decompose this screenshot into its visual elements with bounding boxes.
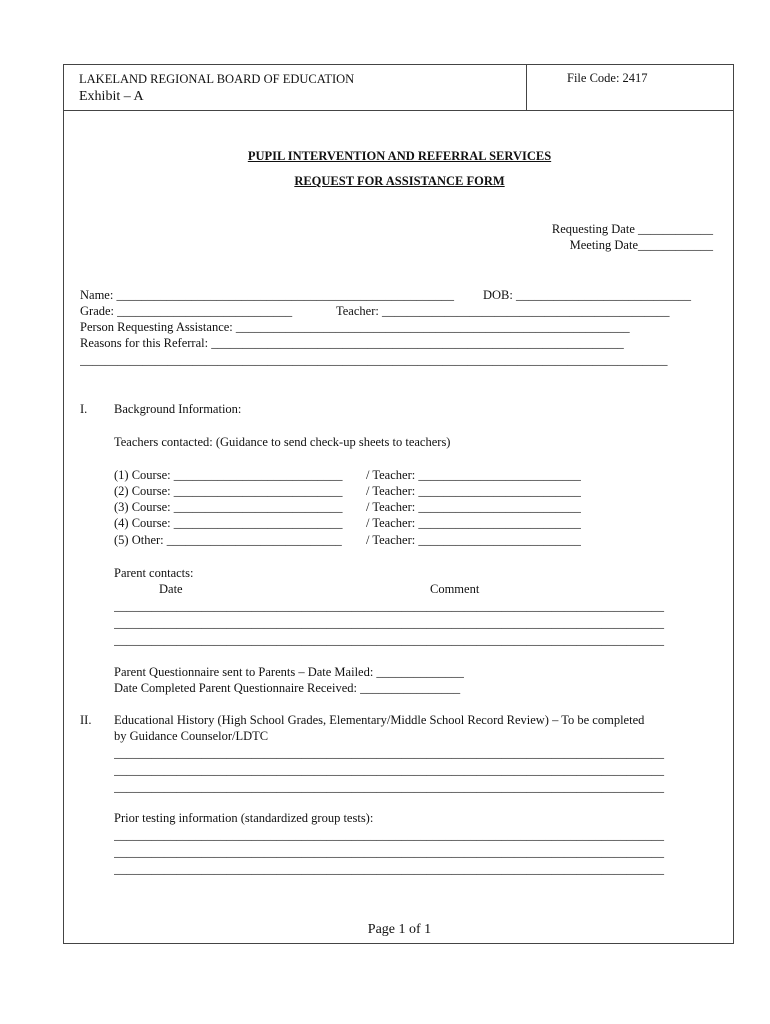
course-teacher-field-2[interactable]: / Teacher: __________________________ <box>366 484 581 498</box>
form-subtitle: REQUEST FOR ASSISTANCE FORM <box>294 174 505 188</box>
exhibit-label: Exhibit – A <box>79 89 144 104</box>
teachers-contacted-label: Teachers contacted: (Guidance to send check-up sheets to teachers) <box>114 435 451 449</box>
section2-heading: Educational History (High School Grades, Elementary/Middle School Record Review) – To be completed <box>114 713 645 727</box>
parent-contact-line[interactable]: ________________________________________________________________________________________ <box>114 616 664 630</box>
history-line[interactable]: ________________________________________________________________________________________ <box>114 746 664 760</box>
dob-field[interactable]: DOB: ____________________________ <box>483 288 691 302</box>
section1-heading: Background Information: <box>114 402 242 416</box>
other-course-field[interactable]: (5) Other: ____________________________ <box>114 533 342 547</box>
course-field-2[interactable]: (2) Course: ___________________________ <box>114 484 343 498</box>
comment-column-label: Comment <box>430 582 480 596</box>
reasons-line-2[interactable]: ______________________________________________________________________________________________ <box>80 353 668 367</box>
course-teacher-field-4[interactable]: / Teacher: __________________________ <box>366 516 581 530</box>
reasons-field[interactable]: Reasons for this Referral: __________________________________________________________________ <box>80 336 624 350</box>
file-code: File Code: 2417 <box>567 71 648 85</box>
course-field-3[interactable]: (3) Course: ___________________________ <box>114 500 343 514</box>
requesting-date-field[interactable]: Requesting Date ____________ <box>551 222 713 236</box>
history-line[interactable]: ________________________________________________________________________________________ <box>114 763 664 777</box>
teacher-field[interactable]: Teacher: ______________________________________________ <box>336 304 670 318</box>
testing-line[interactable]: ________________________________________________________________________________________ <box>114 862 664 876</box>
section2-heading-cont: by Guidance Counselor/LDTC <box>114 729 269 743</box>
section2-number: II. <box>80 713 92 727</box>
org-name: LAKELAND REGIONAL BOARD OF EDUCATION <box>79 72 355 86</box>
questionnaire-received-field[interactable]: Date Completed Parent Questionnaire Received: ________________ <box>114 681 461 695</box>
prior-testing-label: Prior testing information (standardized group tests): <box>114 811 374 825</box>
page-number: Page 1 of 1 <box>367 922 432 937</box>
testing-line[interactable]: ________________________________________________________________________________________ <box>114 828 664 842</box>
course-teacher-field-3[interactable]: / Teacher: __________________________ <box>366 500 581 514</box>
section1-number: I. <box>80 402 88 416</box>
testing-line[interactable]: ________________________________________________________________________________________ <box>114 845 664 859</box>
questionnaire-mailed-field[interactable]: Parent Questionnaire sent to Parents – Date Mailed: ______________ <box>114 665 464 679</box>
header-left-cell <box>64 65 527 111</box>
parent-contact-line[interactable]: ________________________________________________________________________________________ <box>114 599 664 613</box>
history-line[interactable]: ________________________________________________________________________________________ <box>114 780 664 794</box>
form-frame <box>63 64 734 944</box>
parent-contact-line[interactable]: ________________________________________________________________________________________ <box>114 633 664 647</box>
meeting-date-field[interactable]: Meeting Date____________ <box>569 238 713 252</box>
date-column-label: Date <box>159 582 183 596</box>
name-field[interactable]: Name: ______________________________________________________ <box>80 288 454 302</box>
course-teacher-field-1[interactable]: / Teacher: __________________________ <box>366 468 581 482</box>
course-field-4[interactable]: (4) Course: ___________________________ <box>114 516 343 530</box>
course-field-1[interactable]: (1) Course: ___________________________ <box>114 468 343 482</box>
parent-contacts-label: Parent contacts: <box>114 566 194 580</box>
form-title: PUPIL INTERVENTION AND REFERRAL SERVICES <box>247 149 552 163</box>
header-right-cell <box>527 65 733 111</box>
grade-field[interactable]: Grade: ____________________________ <box>80 304 293 318</box>
person-requesting-field[interactable]: Person Requesting Assistance: _______________________________________________________________ <box>80 320 630 334</box>
other-teacher-field[interactable]: / Teacher: __________________________ <box>366 533 581 547</box>
